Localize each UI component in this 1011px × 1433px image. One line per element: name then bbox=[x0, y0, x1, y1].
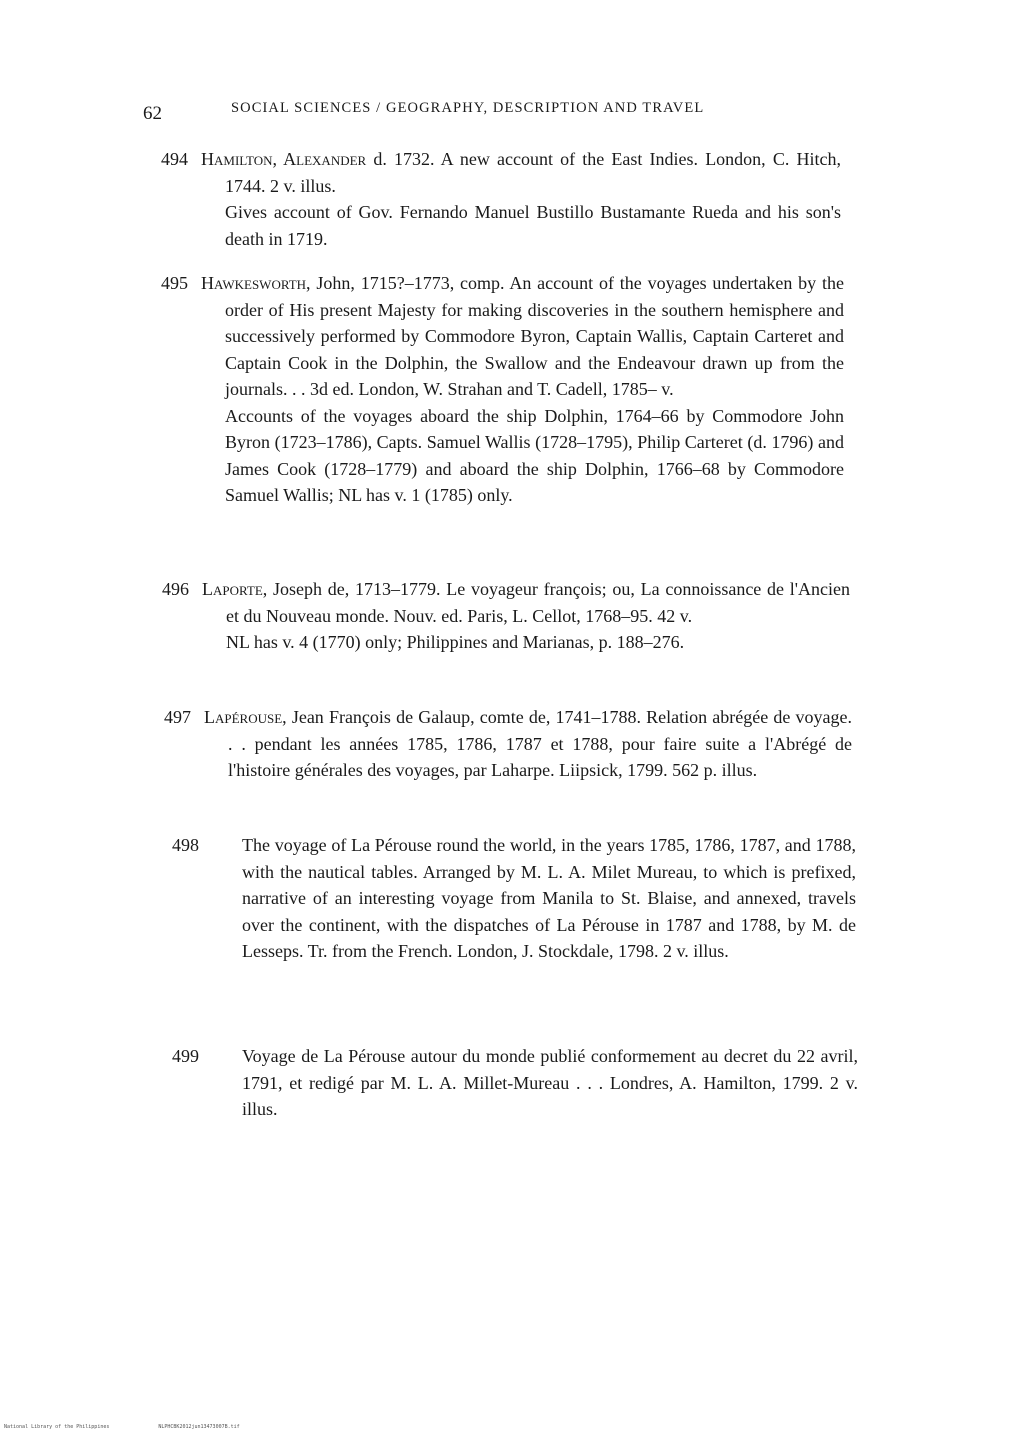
entry-number: 496 bbox=[162, 579, 189, 599]
entry-citation bbox=[204, 704, 852, 784]
entry-citation: The voyage of La Pérouse round the world, in the years 1785, 1786, 1787, and 1788, with the nautical tables. Arranged by M. L. A. Milet Mureau, to which is prefixed, narrative of an interesting voyage from Manila to St. Blaise, and annexed, travels over the continent, with the dispatches of La Pérouse in 1787 and 1788, by M. de Lesseps. Tr. from the French. London, J. Stockdale, 1798. 2 v. illus. bbox=[242, 835, 856, 961]
entry-annotation: NL has v. 4 (1770) only; Philippines and Marianas, p. 188–276. bbox=[226, 632, 685, 652]
scan-footer bbox=[4, 1424, 286, 1430]
bibliography-entry bbox=[161, 146, 841, 252]
entry-annotation: Gives account of Gov. Fernando Manuel Bustillo Bustamante Rueda and his son's death in 1719. bbox=[225, 202, 841, 249]
entry-author: Hamilton, Alexander bbox=[201, 149, 367, 169]
entry-citation-text: d. 1732. A new account of the East Indies. London, C. Hitch, 1744. 2 v. illus. bbox=[225, 149, 841, 196]
page-number: 62 bbox=[143, 103, 162, 124]
entry-citation-text: Jean François de Galaup, comte de, 1741–1788. Relation abrégée de voyage. . . pendant les années 1785, 1786, 1787 et 1788, pour faire suite a l'Abrégé de l'histoire générales des voyages, par Laharpe. Liipsick, 1799. 562 p. illus. bbox=[228, 707, 852, 780]
entry-author: Lapérouse, bbox=[204, 707, 287, 727]
entry-author: Laporte, bbox=[202, 579, 268, 599]
entry-author: Hawkesworth, bbox=[201, 273, 311, 293]
entry-citation-text: John, 1715?–1773, comp. An account of the voyages undertaken by the order of His present Majesty for making discoveries in the southern hemisphere and successively performed by Commodore Byron, Captain Wallis, Captain Carteret and Captain Cook in the Dolphin, the Swallow and the Endeavour drawn up from the journals. . . 3d ed. London, W. Strahan and T. Cadell, 1785– v. bbox=[225, 273, 844, 399]
bibliography-entry bbox=[172, 832, 856, 965]
entry-citation: Voyage de La Pérouse autour du monde publié conformement au decret du 22 avril, 1791, et redigé par M. L. A. Millet-Mureau . . . Londres, A. Hamilton, 1799. 2 v. illus. bbox=[242, 1046, 858, 1119]
entry-number: 497 bbox=[164, 707, 191, 727]
bibliography-entry bbox=[161, 270, 844, 509]
running-head bbox=[143, 100, 783, 128]
section-title: SOCIAL SCIENCES / GEOGRAPHY, DESCRIPTION AND TRAVEL bbox=[231, 100, 705, 116]
entry-annotation: Accounts of the voyages aboard the ship Dolphin, 1764–66 by Commodore John Byron (1723–1786), Capts. Samuel Wallis (1728–1795), Philip Carteret (d. 1796) and James Cook (1728–1779) and aboard the ship Dolphin, 1766–68 by Commodore Samuel Wallis; NL has v. 1 (1785) only. bbox=[225, 405, 844, 505]
entry-citation bbox=[202, 576, 850, 629]
entry-number: 494 bbox=[161, 149, 188, 169]
entry-number: 499 bbox=[172, 1046, 199, 1066]
bibliography-entry bbox=[162, 576, 850, 656]
entry-number: 498 bbox=[172, 835, 199, 855]
footer-filename: NLPHCBK2012jun13473007B.tif bbox=[158, 1424, 240, 1430]
entry-citation-text: Joseph de, 1713–1779. Le voyageur françois; ou, La connoissance de l'Ancien et du Nouveau monde. Nouv. ed. Paris, L. Cellot, 1768–95. 42 v. bbox=[226, 579, 850, 626]
footer-library: National Library of the Philippines bbox=[4, 1424, 110, 1430]
bibliography-entry bbox=[172, 1043, 858, 1123]
entry-citation bbox=[201, 146, 841, 199]
bibliography-entry bbox=[164, 704, 852, 784]
entry-number: 495 bbox=[161, 273, 188, 293]
entry-citation bbox=[201, 270, 844, 403]
